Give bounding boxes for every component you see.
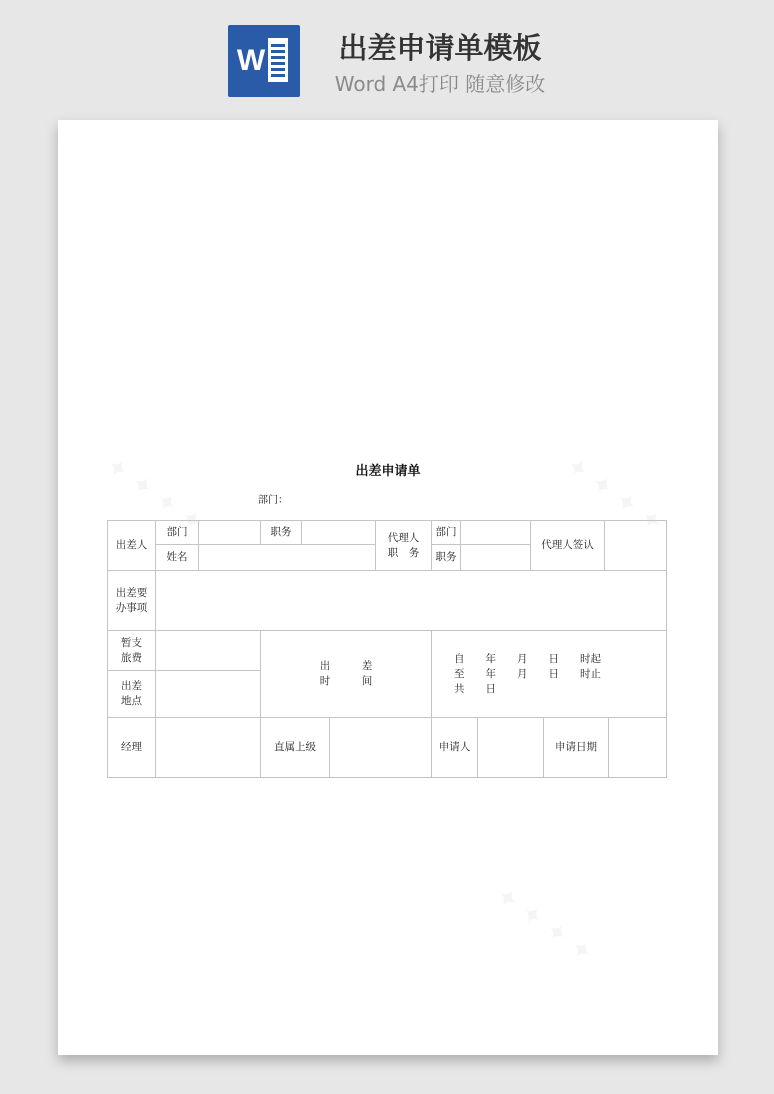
period-line2: 至 年 月 日 时止 xyxy=(454,667,601,680)
place-field[interactable] xyxy=(156,671,260,717)
agent-label xyxy=(376,521,431,570)
place-label-line1: 出差 xyxy=(121,680,142,692)
requester-label: 申请人 xyxy=(438,741,471,753)
dept-field[interactable] xyxy=(199,521,260,544)
name-field[interactable] xyxy=(199,545,375,570)
travel-time-line1: 出 差 xyxy=(319,660,373,672)
request-date-field[interactable] xyxy=(609,718,666,777)
form-title: 出差申请单 xyxy=(355,464,421,479)
name-label: 姓名 xyxy=(166,551,188,563)
document-page xyxy=(58,120,718,1055)
advance-label xyxy=(108,631,155,670)
dept-line: 部门： xyxy=(258,495,288,506)
template-title: 出差申请单模板 xyxy=(338,31,542,65)
manager-label: 经理 xyxy=(121,741,142,753)
agent-label-line2: 职 务 xyxy=(387,546,420,559)
agent-dept-label: 部门 xyxy=(435,526,457,538)
period-line3: 共 日 xyxy=(454,682,496,695)
requester-field[interactable] xyxy=(478,718,543,777)
place-label xyxy=(108,671,155,717)
template-subtitle: Word A4打印 随意修改 xyxy=(334,72,546,96)
advance-label-line1: 暂支 xyxy=(121,636,142,649)
period-line1: 自 年 月 日 时起 xyxy=(454,652,601,665)
travel-time-label xyxy=(261,631,431,717)
agent-label-line1: 代理人 xyxy=(387,531,420,544)
matters-field[interactable] xyxy=(156,571,666,630)
travel-request-table xyxy=(58,120,718,1055)
template-header xyxy=(0,0,774,118)
advance-label-line2: 旅费 xyxy=(121,651,142,664)
position-label: 职务 xyxy=(270,526,292,538)
matters-label xyxy=(108,571,155,630)
travel-period[interactable] xyxy=(432,631,666,717)
applicant-label: 出差人 xyxy=(115,539,148,551)
document-page-graphic xyxy=(268,38,288,82)
dept-label: 部门 xyxy=(166,526,188,538)
matters-label-line2: 办事项 xyxy=(115,601,148,614)
position-field[interactable] xyxy=(302,521,375,544)
agent-position-label: 职务 xyxy=(435,551,457,563)
agent-dept-field[interactable] xyxy=(461,521,530,544)
word-letter: W xyxy=(236,44,266,77)
request-date-label: 申请日期 xyxy=(555,741,597,753)
agent-sign-field[interactable] xyxy=(605,521,666,570)
agent-position-field[interactable] xyxy=(461,545,530,570)
agent-sign-label: 代理人签认 xyxy=(541,539,594,551)
advance-field[interactable] xyxy=(156,631,260,670)
word-document-icon xyxy=(228,25,300,97)
supervisor-label: 直属上级 xyxy=(274,741,316,753)
supervisor-field[interactable] xyxy=(330,718,431,777)
place-label-line2: 地点 xyxy=(121,695,142,707)
travel-time-line2: 时 间 xyxy=(319,675,373,687)
matters-label-line1: 出差要 xyxy=(115,586,148,599)
manager-field[interactable] xyxy=(156,718,260,777)
